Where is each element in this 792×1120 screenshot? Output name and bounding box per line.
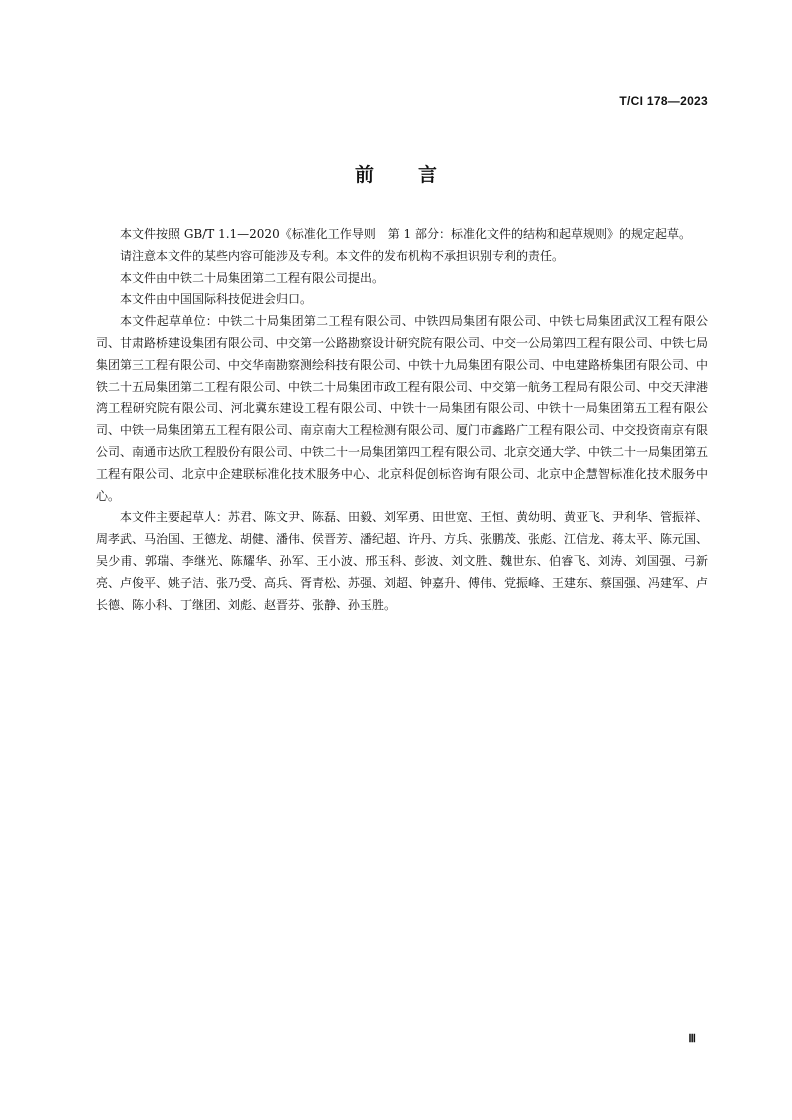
paragraph-proposer: 本文件由中铁二十局集团第二工程有限公司提出。 xyxy=(120,270,385,285)
paragraph-drafters: 本文件主要起草人：苏君、陈文尹、陈磊、田毅、刘军勇、田世宽、王恒、黄幼明、黄亚飞、尹利华、管振祥、周孝武、马治国、王德龙、胡健、潘伟、侯晋芳、潘纪超、许丹、方兵、张鹏茂、张彪、江信龙、蒋太平、陈元国、吴少甫、郭瑞、李继光、陈耀华、孙军、王小波、邢玉科、彭波、刘文胜、魏世东、伯睿飞、刘涛、刘国强、弓新亮、卢俊平、姚子洁、张乃受、高兵、胥青松、苏强、刘超、钟嘉升、傅伟、党振峰、王建东、蔡国强、冯建军、卢长德、陈小科、丁继团、刘彪、赵晋芬、张静、孙玉胜。 xyxy=(96,510,709,612)
paragraph-drafting-basis: 本文件按照 GB/T 1.1—2020《标准化工作导则 第 1 部分：标准化文件的结构和起草规则》的规定起草。 xyxy=(120,227,691,241)
title-char-2: 言 xyxy=(418,164,438,186)
paragraph-drafting-units: 本文件起草单位：中铁二十局集团第二工程有限公司、中铁四局集团有限公司、中铁七局集团武汉工程有限公司、甘肃路桥建设集团有限公司、中交第一公路勘察设计研究院有限公司、中交一公局第四工程有限公司、中铁七局集团第三工程有限公司、中交华南勘察测绘科技有限公司、中铁十九局集团有限公司、中电建路桥集团有限公司、中铁二十五局集团第二工程有限公司、中铁二十局集团市政工程有限公司、中交第一航务工程局有限公司、中交天津港湾工程研究院有限公司、河北冀东建设工程有限公司、中铁十一局集团有限公司、中铁十一局集团第五工程有限公司、中铁一局集团第五工程有限公司、南京南大工程检测有限公司、厦门市鑫路广工程有限公司、中交投资南京有限公司、南通市达欣工程股份有限公司、中铁二十一局集团第四工程有限公司、北京交通大学、中铁二十一局集团第五工程有限公司、北京中企建联标准化技术服务中心、北京科促创标咨询有限公司、北京中企慧智标准化技术服务中心。 xyxy=(96,314,709,503)
paragraph-patent-notice: 请注意本文件的某些内容可能涉及专利。本文件的发布机构不承担识别专利的责任。 xyxy=(120,248,565,263)
page-number: Ⅲ xyxy=(688,1033,696,1045)
title-char-1: 前 xyxy=(354,164,374,186)
document-code: T/CI 178—2023 xyxy=(619,94,708,108)
paragraph-administrator: 本文件由中国国际科技促进会归口。 xyxy=(120,292,313,307)
foreword-body xyxy=(96,224,708,616)
page-title xyxy=(0,160,792,187)
